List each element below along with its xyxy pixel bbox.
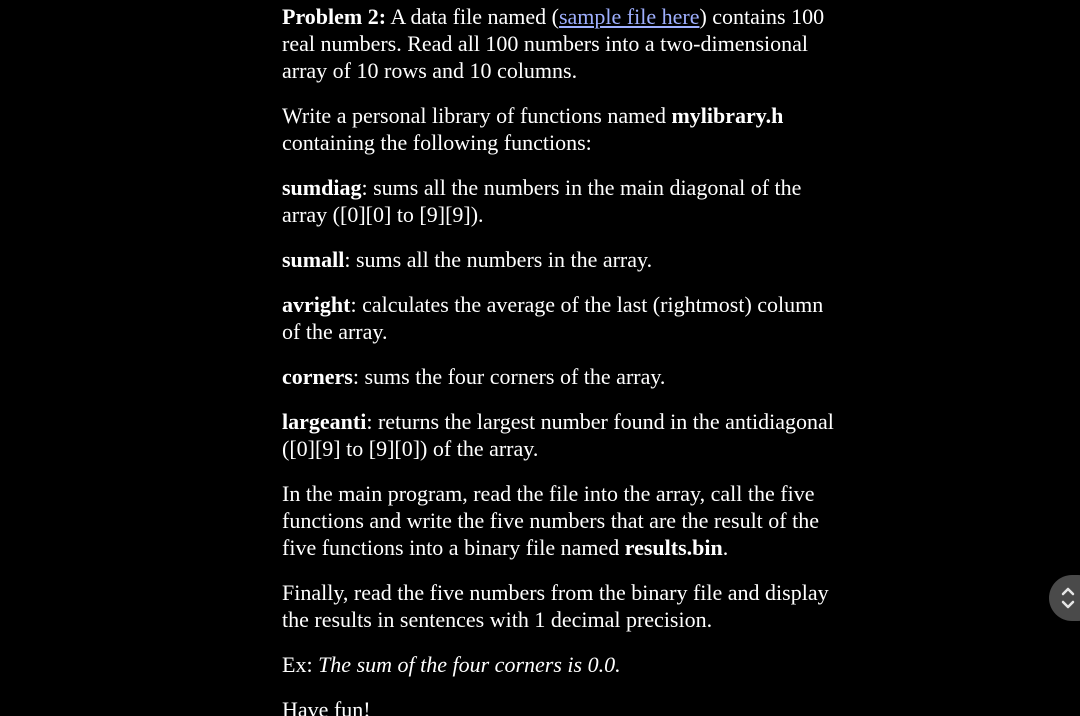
function-name: sumall	[282, 247, 345, 272]
library-name: mylibrary.h	[671, 103, 784, 128]
problem-intro	[282, 3, 847, 84]
intro-text-1: A data file named (	[386, 4, 559, 29]
function-name: largeanti	[282, 409, 367, 434]
example-text: The sum of the four corners is 0.0.	[318, 652, 621, 677]
main-program-paragraph	[282, 480, 847, 561]
main-program-text-1: In the main program, read the file into the array, call the five functions and write the five numbers that are the result of the five functions into a binary file named	[282, 481, 819, 560]
function-name: corners	[282, 364, 353, 389]
closing-paragraph: Have fun!	[282, 697, 371, 716]
results-file-name: results.bin	[624, 535, 723, 560]
problem-label: Problem 2:	[282, 4, 387, 29]
function-desc: : sums all the numbers in the main diagonal of the array ([0][0] to [9][9]).	[282, 175, 802, 227]
function-sumdiag	[282, 174, 847, 228]
problem-content	[282, 3, 847, 716]
finally-paragraph: Finally, read the five numbers from the binary file and display the results in sentences with 1 decimal precision.	[282, 580, 829, 632]
function-desc: : sums all the numbers in the array.	[344, 247, 653, 272]
library-text-2: containing the following functions:	[282, 130, 592, 155]
function-name: sumdiag	[282, 175, 362, 200]
main-program-text-2: .	[722, 535, 729, 560]
library-paragraph	[282, 102, 847, 156]
scroll-chevrons-icon	[1060, 584, 1076, 612]
function-name: avright	[282, 292, 351, 317]
function-avright	[282, 291, 847, 345]
library-text-1: Write a personal library of functions named	[282, 103, 672, 128]
function-desc: : returns the largest number found in the antidiagonal ([0][9] to [9][0]) of the array.	[282, 409, 834, 461]
example-label: Ex:	[282, 652, 319, 677]
function-sumall	[282, 246, 847, 273]
function-desc: : calculates the average of the last (rightmost) column of the array.	[282, 292, 824, 344]
intro-text-2: ) contains 100 real numbers. Read all 100 numbers into a two-dimensional array of 10 rows and 10 columns.	[282, 4, 825, 83]
function-desc: : sums the four corners of the array.	[352, 364, 666, 389]
sample-file-link[interactable]: sample file here	[558, 4, 700, 29]
scroll-up-down-button[interactable]	[1049, 575, 1080, 621]
function-largeanti	[282, 408, 847, 462]
example-paragraph	[282, 651, 847, 678]
function-corners	[282, 363, 847, 390]
